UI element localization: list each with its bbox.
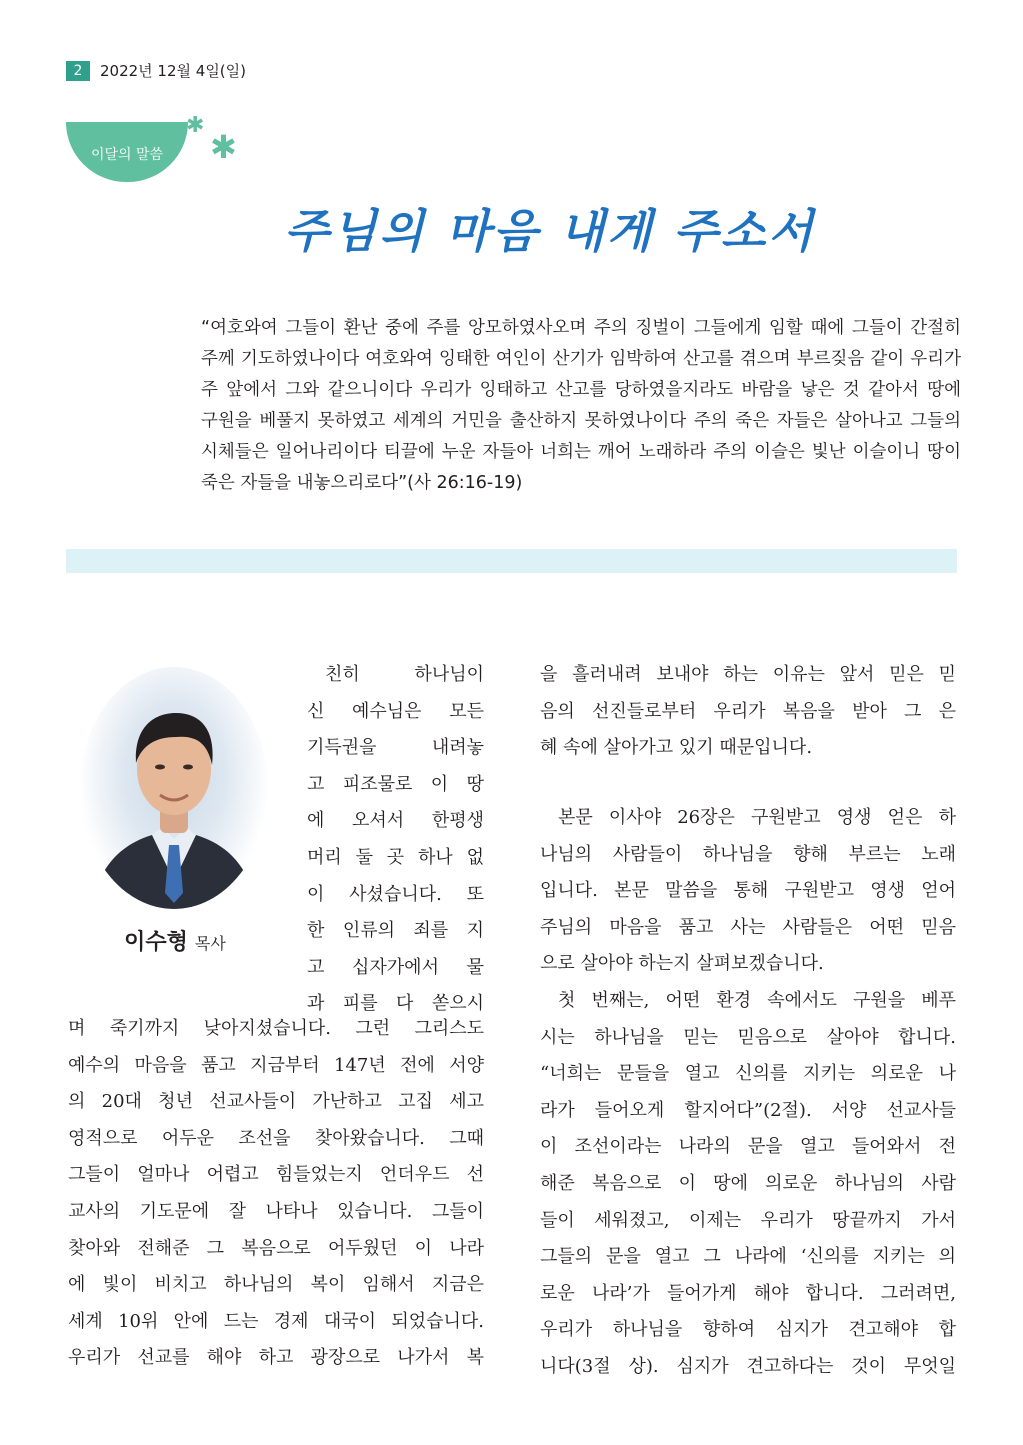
article-title: 주님의 마음 내게 주소서: [284, 204, 816, 258]
text-line: 기득권을 내려놓: [307, 737, 484, 759]
text-line: 라가 들어오게 할지어다”(2절). 서양 선교사들: [540, 1099, 956, 1121]
text-line: 니다(3절 상). 심지가 견고하다는 것이 무엇일: [540, 1355, 956, 1377]
text-line: 이 사셨습니다. 또: [307, 883, 484, 905]
text-line: 해준 복음으로 이 땅에 의로운 하나님의 사람: [540, 1172, 956, 1194]
text-line: 머리 둘 곳 하나 없: [307, 846, 484, 868]
text-line: 친히 하나님이: [325, 664, 484, 685]
text-line: 우리가 선교를 해야 하고 광장으로 나가서 복: [68, 1347, 484, 1369]
author-role: 목사: [194, 934, 226, 953]
text-line: 교사의 기도문에 잘 나타나 있습니다. 그들이: [68, 1200, 484, 1222]
text-line: 본문 이사야 26장은 구원받고 영생 얻은 하: [558, 807, 956, 828]
text-line: 그들의 문을 열고 그 나라에 ‘신의를 지키는 의: [540, 1246, 956, 1268]
issue-date: 2022년 12월 4일(일): [100, 62, 247, 80]
text-line: 들이 세워졌고, 이제는 우리가 땅끝까지 가서: [540, 1209, 956, 1231]
body-column2-para2: [540, 800, 956, 1386]
body-column2-para1: [540, 657, 956, 767]
page-number: 2: [66, 61, 90, 81]
text-line: 우리가 하나님을 향하여 심지가 견고해야 합: [540, 1319, 956, 1341]
text-line: 입니다. 본문 말씀을 통해 구원받고 영생 얻어: [540, 880, 956, 902]
text-line: 며 죽기까지 낮아지셨습니다. 그런 그리스도: [68, 1018, 484, 1039]
text-line: 찾아와 전해준 그 복음으로 어두웠던 이 나라: [68, 1237, 484, 1259]
text-line: 으로 살아야 하는지 살펴보겠습니다.: [540, 953, 824, 975]
text-line: 세계 10위 안에 드는 경제 대국이 되었습니다.: [68, 1310, 484, 1332]
scripture-quote: “여호와여 그들이 환난 중에 주를 앙모하였사오며 주의 징벌이 그들에게 임할 때에 그들이 간절히 주께 기도하였나이다 여호와여 잉태한 여인이 산기가 임박하여 산고를 겪으며 부르짖음 같이 우리가 주 앞에서 그와 같으니이다 우리가 잉태하고 산고를 당하였을지라도 바람을 낳은 것 같아서 땅에 구원을 베풀지 못하였고 세계의 거민을 출산하지 못하였나이다 주의 죽은 자들은 살아나고 그들의 시체들은 일어나리이다 티끌에 누운 자들아 너희는 깨어 노래하라 주의 이슬은 빛난 이슬이니 땅이 죽은 자들을 내놓으리로다”(사 26:16-19): [201, 318, 961, 493]
author-byline: [60, 924, 290, 963]
person-photo-icon: [80, 667, 268, 909]
text-line: 신 예수님은 모든: [307, 700, 484, 722]
text-line: “너희는 문들을 열고 신의를 지키는 의로운 나: [540, 1063, 956, 1085]
text-line: 시는 하나님을 믿는 믿음으로 살아야 합니다.: [540, 1026, 956, 1048]
text-line: 혜 속에 살아가고 있기 때문입니다.: [540, 737, 813, 759]
text-line: 에 오셔서 한평생: [307, 810, 484, 832]
asterisk-icon: ✱: [186, 113, 205, 138]
text-line: 예수의 마음을 품고 지금부터 147년 전에 서양: [68, 1054, 484, 1076]
text-line: 음의 선진들로부터 우리가 복음을 받아 그 은: [540, 700, 956, 722]
text-line: 로운 나라’가 들어가게 해야 합니다. 그러려면,: [540, 1282, 956, 1304]
author-portrait: [80, 667, 268, 909]
text-line: 나님의 사람들이 하나님을 향해 부르는 노래: [540, 843, 956, 865]
body-column1-bottom: [68, 1011, 484, 1377]
divider-bar: [66, 549, 957, 573]
text-line: 주님의 마음을 품고 사는 사람들은 어떤 믿음: [540, 916, 956, 938]
text-line: 에 빛이 비치고 하나님의 복이 임해서 지금은: [68, 1274, 484, 1296]
text-line: 고 십자가에서 물: [307, 956, 484, 978]
text-line: 그들이 얼마나 어렵고 힘들었는지 언더우드 선: [68, 1164, 484, 1186]
text-line: 첫 번째는, 어떤 환경 속에서도 구원을 베푸: [558, 989, 956, 1011]
author-name: 이수형: [124, 930, 188, 955]
text-line: 과 피를 다 쏟으시: [307, 993, 484, 1015]
asterisk-icon: ✱: [210, 128, 237, 166]
body-column1-top: [307, 657, 484, 1023]
text-line: 을 흘러내려 보내야 하는 이유는 앞서 믿은 믿: [540, 664, 956, 685]
text-line: 영적으로 어두운 조선을 찾아왔습니다. 그때: [68, 1127, 484, 1149]
section-badge: 이달의 말씀: [66, 122, 188, 182]
text-line: 의 20대 청년 선교사들이 가난하고 고집 세고: [68, 1091, 484, 1113]
text-line: 이 조선이라는 나라의 문을 열고 들어와서 전: [540, 1136, 956, 1158]
text-line: 고 피조물로 이 땅: [307, 773, 484, 795]
text-line: 한 인류의 죄를 지: [307, 920, 484, 942]
